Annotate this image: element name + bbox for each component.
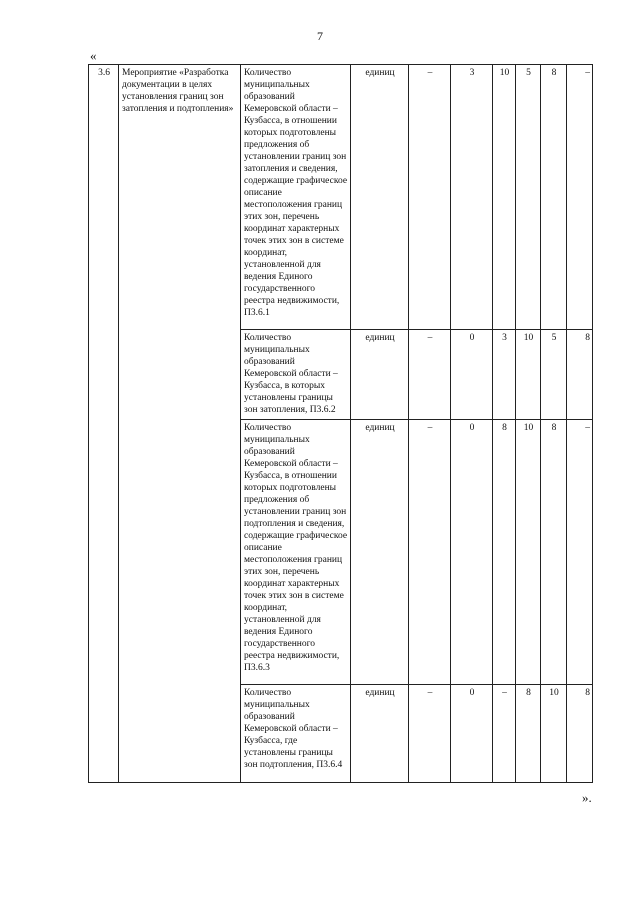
value-cell: – xyxy=(409,65,451,330)
closing-quote: ». xyxy=(582,790,592,805)
indicator-text: Количество муниципальных образований Кемеровской области – Кузбасса, в которых установлены границы зон затопления, П3.6.2 xyxy=(241,330,351,420)
value-cell: 0 xyxy=(451,420,493,685)
value-cell: 8 xyxy=(493,420,516,685)
row-number: 3.6 xyxy=(89,65,119,783)
value-cell: 8 xyxy=(567,685,593,783)
value-cell: 8 xyxy=(541,65,567,330)
indicators-table xyxy=(88,64,593,783)
page-number: 7 xyxy=(317,29,323,43)
value-cell: 10 xyxy=(493,65,516,330)
value-cell: – xyxy=(567,65,593,330)
opening-quote: « xyxy=(90,48,97,63)
unit-cell: единиц xyxy=(351,65,409,330)
event-name: Мероприятие «Разработка документации в целях установления границ зон затопления и подтопления» xyxy=(119,65,241,783)
value-cell: – xyxy=(409,330,451,420)
value-cell: 10 xyxy=(541,685,567,783)
value-cell: – xyxy=(567,420,593,685)
unit-cell: единиц xyxy=(351,420,409,685)
value-cell: 5 xyxy=(516,65,541,330)
indicator-text: Количество муниципальных образований Кемеровской области – Кузбасса, в отношении которых подготовлены предложения об установлении границ зон подтопления и сведения, содержащие графическое описание местоположения границ этих зон, перечень координат характерных точек этих зон в системе координат, установленной для ведения Единого государственного реестра недвижимости, П3.6.3 xyxy=(241,420,351,685)
value-cell: 8 xyxy=(541,420,567,685)
value-cell: 0 xyxy=(451,330,493,420)
value-cell: – xyxy=(409,685,451,783)
value-cell: 10 xyxy=(516,420,541,685)
table-row xyxy=(89,65,593,330)
value-cell: 5 xyxy=(541,330,567,420)
indicator-text: Количество муниципальных образований Кемеровской области – Кузбасса, в отношении которых подготовлены предложения об установлении границ зон затопления и сведения, содержащие графическое описание местоположения границ этих зон, перечень координат характерных точек этих зон в системе координат, установленной для ведения Единого государственного реестра недвижимости, П3.6.1 xyxy=(241,65,351,330)
value-cell: 8 xyxy=(516,685,541,783)
value-cell: 3 xyxy=(451,65,493,330)
unit-cell: единиц xyxy=(351,330,409,420)
value-cell: 0 xyxy=(451,685,493,783)
value-cell: 8 xyxy=(567,330,593,420)
value-cell: – xyxy=(493,685,516,783)
unit-cell: единиц xyxy=(351,685,409,783)
indicator-text: Количество муниципальных образований Кемеровской области – Кузбасса, где установлены границы зон подтопления, П3.6.4 xyxy=(241,685,351,783)
value-cell: 10 xyxy=(516,330,541,420)
value-cell: – xyxy=(409,420,451,685)
value-cell: 3 xyxy=(493,330,516,420)
